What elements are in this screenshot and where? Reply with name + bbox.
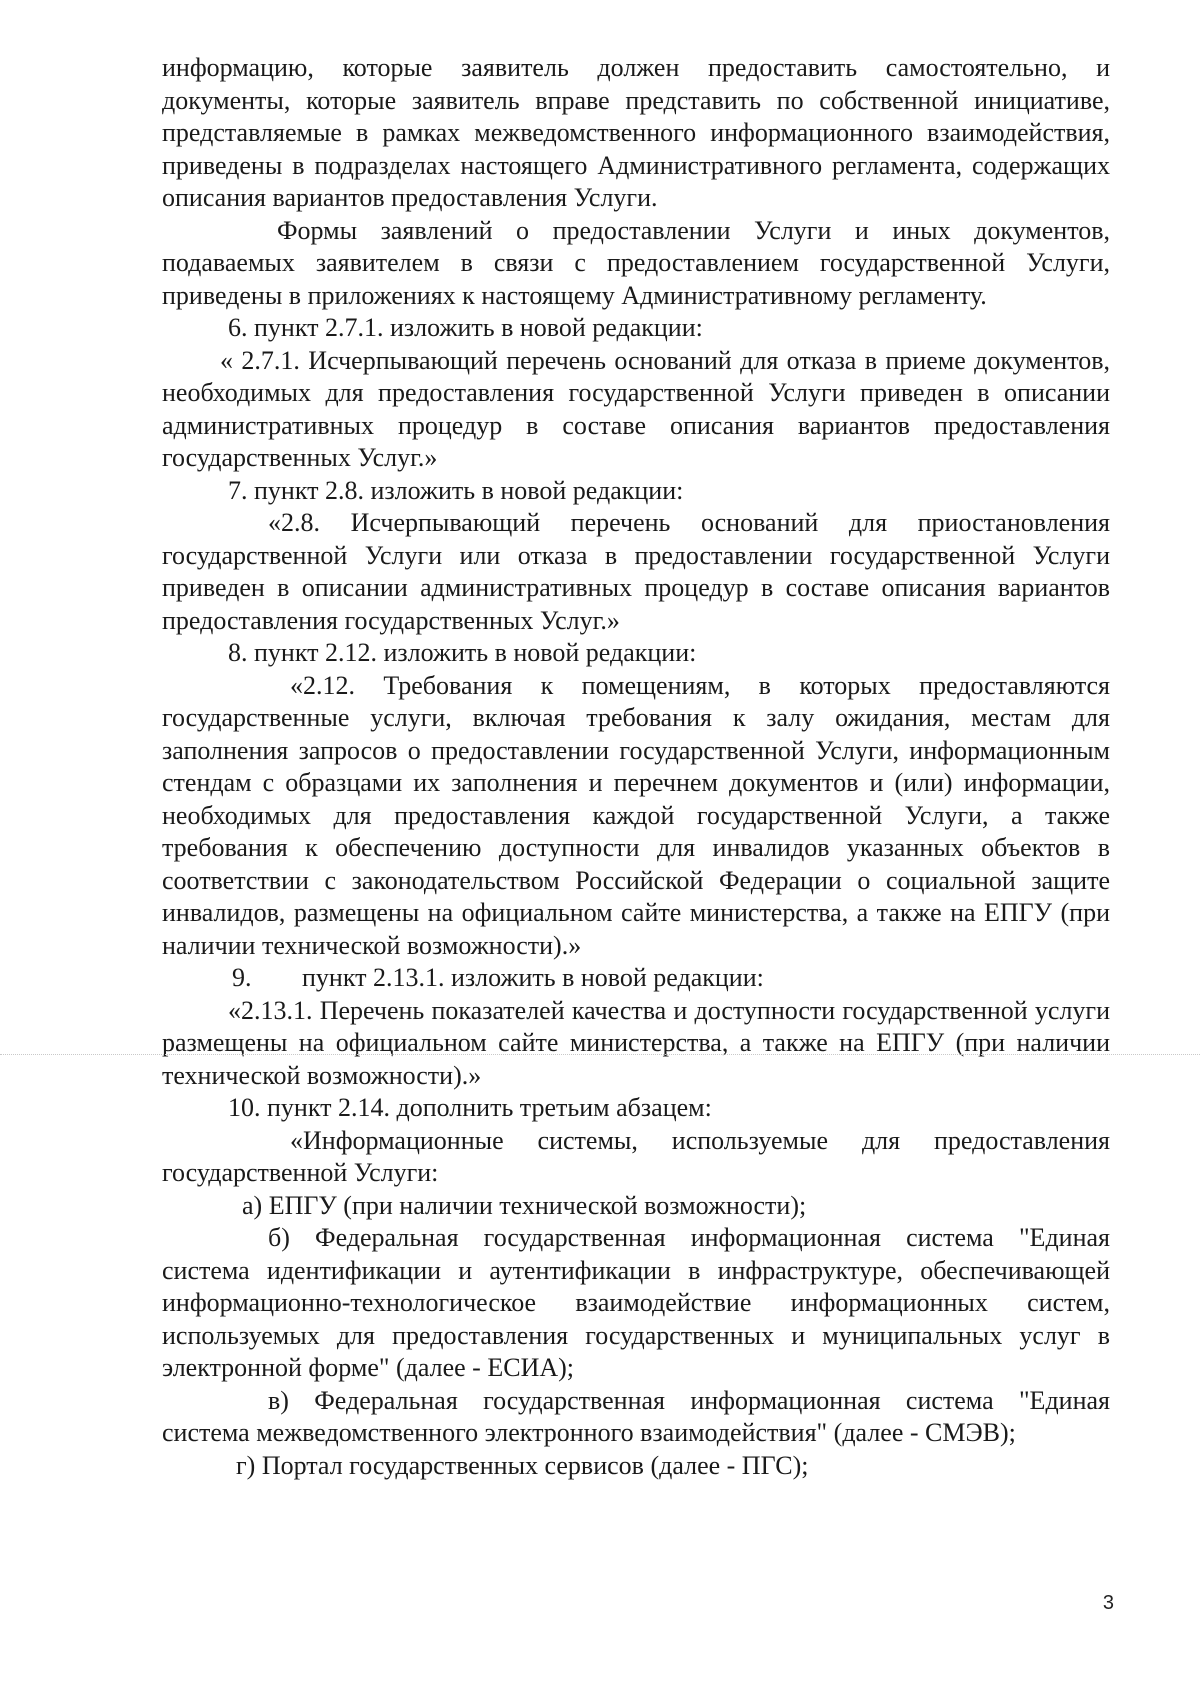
item-10-text: «Информационные системы, используемые для предоставления государственной Услуги: [162, 1125, 1110, 1187]
scan-artifact-line [0, 1054, 1200, 1055]
item-9-text: «2.13.1. Перечень показателей качества и доступности государственной услуги размещены на официальном сайте министерства, а также на ЕПГУ (при наличии технической возможности).» [162, 995, 1110, 1090]
item-9-label: пункт 2.13.1. изложить в новой редакции: [302, 963, 764, 992]
document-body [162, 52, 1110, 1482]
item-10-heading: 10. пункт 2.14. дополнить третьим абзацем: [228, 1093, 712, 1122]
list-item-v: в) Федеральная государственная информационная система "Единая система межведомственного электронного взаимодействия" (далее - СМЭВ); [162, 1385, 1110, 1447]
item-8-text: «2.12. Требования к помещениям, в которых предоставляются государственные услуги, включая требования к залу ожидания, местам для заполнения запросов о предоставлении государственной Услуги, информационным стендам с образцами их заполнения и перечнем документов и (или) информации, необходимых для предоставления каждой государственной Услуги, а также требования к обеспечению доступности для инвалидов указанных объектов в соответствии с законодательством Российской Федерации о социальной защите инвалидов, размещены на официальном сайте министерства, а также на ЕПГУ (при наличии технической возможности).» [162, 670, 1110, 960]
item-9-number: 9. [232, 963, 252, 992]
item-6-text: « 2.7.1. Исчерпывающий перечень оснований для отказа в приеме документов, необходимых для предоставления государственной Услуги приведен в описании административных процедур в составе описания вариантов предоставления государственных Услуг.» [162, 345, 1110, 472]
list-item-b: б) Федеральная государственная информационная система "Единая система идентификации и аутентификации в инфраструктуре, обеспечивающей информационно-технологическое взаимодействие информационных систем, используемых для предоставления государственных и муниципальных услуг в электронной форме" (далее - ЕСИА); [162, 1223, 1110, 1382]
item-7-text: «2.8. Исчерпывающий перечень оснований для приостановления государственной Услуги или отказа в предоставлении государственной Услуги приведен в описании административных процедур в составе описания вариантов предоставления государственных Услуг.» [162, 508, 1110, 635]
page-number: 3 [1102, 1592, 1114, 1614]
item-8-heading: 8. пункт 2.12. изложить в новой редакции: [228, 638, 697, 667]
item-7-heading: 7. пункт 2.8. изложить в новой редакции: [228, 475, 684, 505]
list-item-g: г) Портал государственных сервисов (далее - ПГС); [236, 1450, 809, 1480]
item-9-heading [162, 962, 1110, 995]
paragraph-forms: Формы заявлений о предоставлении Услуги и иных документов, подаваемых заявителем в связи с предоставлением государственной Услуги, приведены в приложениях к настоящему Административному регламенту. [162, 215, 1110, 310]
paragraph-continuation: информацию, которые заявитель должен предоставить самостоятельно, и документы, которые заявитель вправе представить по собственной инициативе, представляемые в рамках межведомственного информационного взаимодействия, приведены в подразделах настоящего Административного регламента, содержащих описания вариантов предоставления Услуги. [162, 53, 1110, 212]
list-item-a: а) ЕПГУ (при наличии технической возможности); [242, 1190, 807, 1220]
item-6-heading: 6. пункт 2.7.1. изложить в новой редакции: [228, 313, 703, 342]
